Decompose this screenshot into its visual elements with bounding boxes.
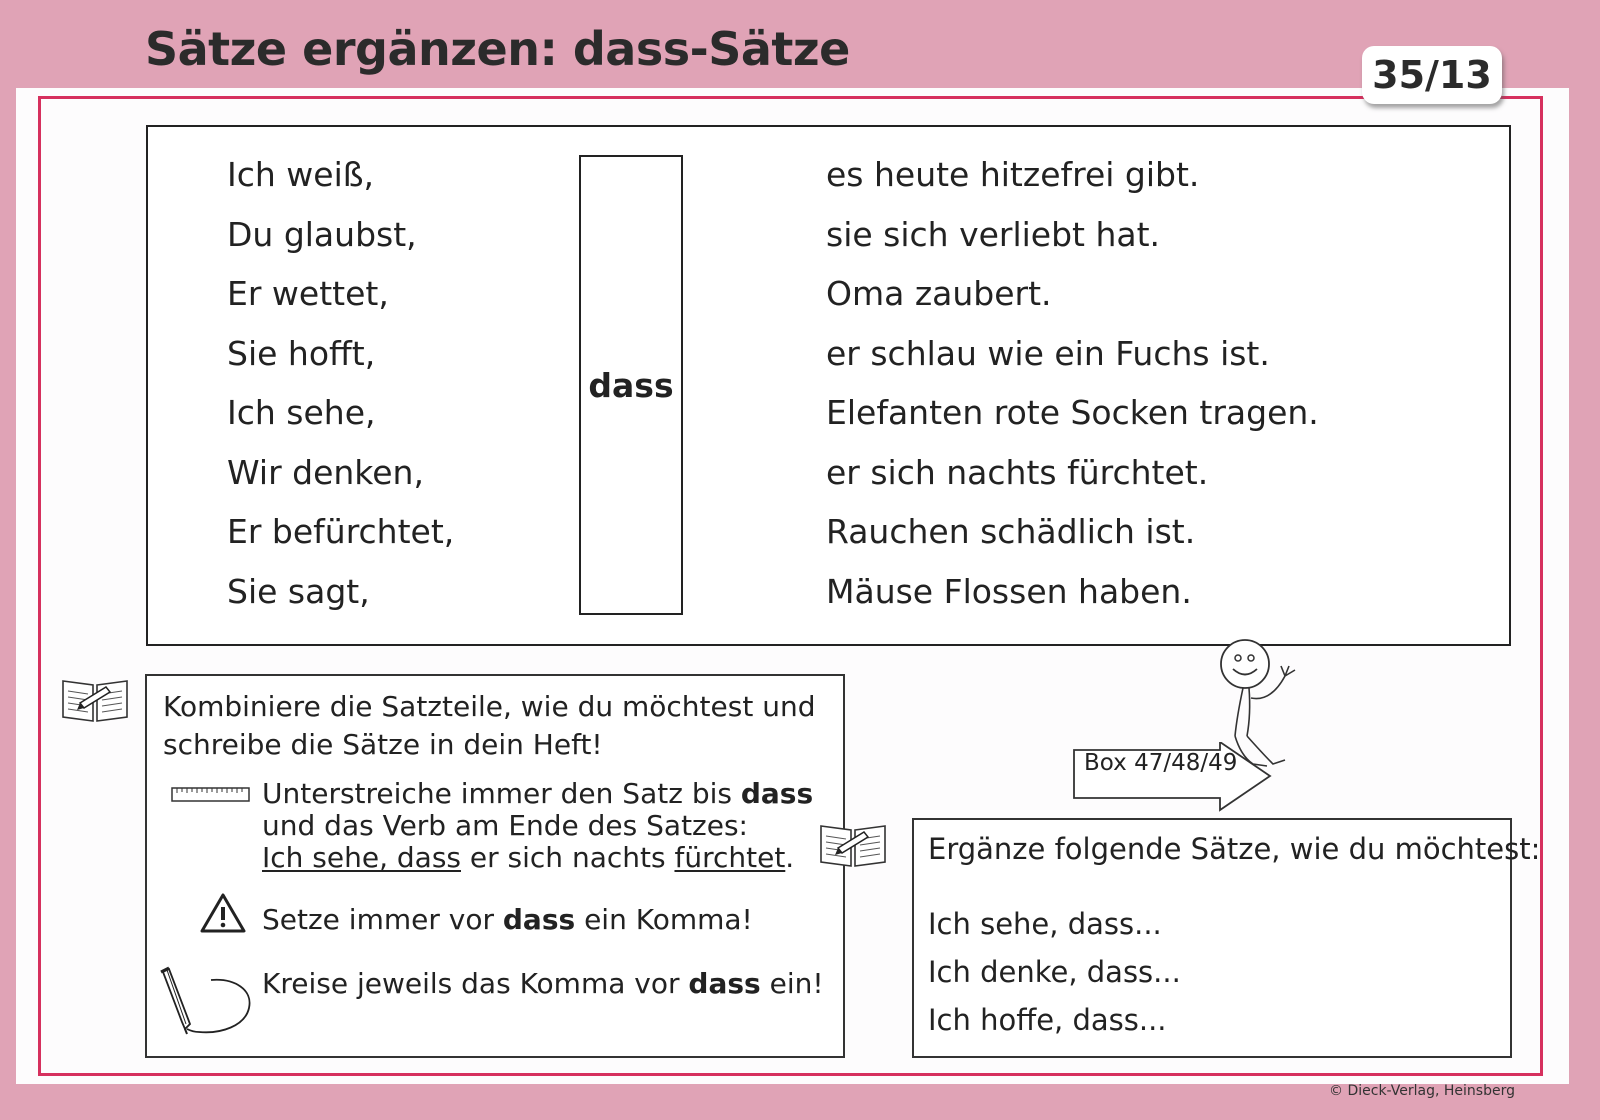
copyright: © Dieck-Verlag, Heinsberg: [1329, 1083, 1515, 1099]
rule-text: ein!: [760, 967, 824, 1000]
sentence-beginning: Sie hofft,: [227, 333, 376, 373]
instruction-line: schreibe die Sätze in dein Heft!: [163, 728, 603, 761]
sentence-beginning: Er befürchtet,: [227, 512, 455, 551]
complete-list: [928, 900, 1181, 1044]
example-underlined: Ich sehe, dass: [262, 841, 461, 874]
page-title: Sätze ergänzen: dass-Sätze: [145, 22, 850, 76]
example-text: er sich nachts: [461, 841, 675, 874]
sentence-ending: Mäuse Flossen haben.: [826, 571, 1192, 611]
rule-bold-word: dass: [502, 903, 576, 936]
sentence-ending: es heute hitzefrei gibt.: [826, 155, 1200, 194]
sentence-parts-box: [146, 125, 1511, 646]
sentence-beginning: Ich sehe,: [227, 393, 376, 432]
sentence-ending: Rauchen schädlich ist.: [826, 512, 1196, 551]
rule-text: Setze immer vor: [262, 903, 503, 936]
warning-triangle-icon: [199, 892, 247, 934]
ruler-icon: [171, 786, 251, 804]
open-book-with-pen-icon: [60, 673, 130, 727]
pencil-circle-icon: [155, 966, 259, 1038]
worksheet-card: [16, 88, 1569, 1084]
complete-title: Ergänze folgende Sätze, wie du möchtest:: [928, 832, 1541, 866]
task-instruction: [163, 688, 816, 764]
task-box: [145, 674, 845, 1058]
connector-word: dass: [588, 365, 674, 405]
rule-text: Unterstreiche immer den Satz bis: [262, 777, 741, 810]
sentence-starter: Ich hoffe, dass...: [928, 1003, 1167, 1037]
rule-circle: [262, 968, 824, 1000]
box-reference-label: Box 47/48/49: [1084, 750, 1238, 776]
sentence-ending: Oma zaubert.: [826, 274, 1052, 313]
rule-bold-word: dass: [740, 777, 814, 810]
rule-underline: [262, 778, 813, 874]
sentence-beginning: Ich weiß,: [227, 155, 375, 194]
page-number-badge: 35/13: [1362, 46, 1502, 104]
sentence-beginning: Er wettet,: [227, 274, 389, 313]
example-underlined: fürchtet: [674, 841, 786, 874]
sentence-beginning: Du glaubst,: [227, 214, 417, 254]
sentence-beginnings: [227, 153, 454, 629]
complete-sentences-box: [912, 818, 1541, 1058]
sentence-endings: [826, 153, 1319, 629]
sentence-ending: er schlau wie ein Fuchs ist.: [826, 333, 1270, 373]
connector-box: [579, 155, 683, 615]
sentence-ending: er sich nachts fürchtet.: [826, 452, 1209, 492]
rule-text: und das Verb am Ende des Satzes:: [262, 809, 748, 842]
rule-bold-word: dass: [688, 967, 761, 1000]
example-text: .: [785, 841, 795, 874]
rule-text: Kreise jeweils das Komma vor: [262, 967, 689, 1000]
sentence-ending: sie sich verliebt hat.: [826, 214, 1161, 254]
sentence-ending: Elefanten rote Socken tragen.: [826, 393, 1319, 432]
rule-text: ein Komma!: [575, 903, 753, 936]
sentence-beginning: Wir denken,: [227, 452, 424, 492]
rule-comma: [262, 904, 753, 936]
sentence-starter: Ich denke, dass...: [928, 955, 1181, 989]
sentence-starter: Ich sehe, dass...: [928, 907, 1162, 941]
sentence-beginning: Sie sagt,: [227, 571, 370, 611]
instruction-line: Kombiniere die Satzteile, wie du möchtest und: [163, 690, 816, 723]
open-book-with-pen-icon: [818, 818, 888, 872]
